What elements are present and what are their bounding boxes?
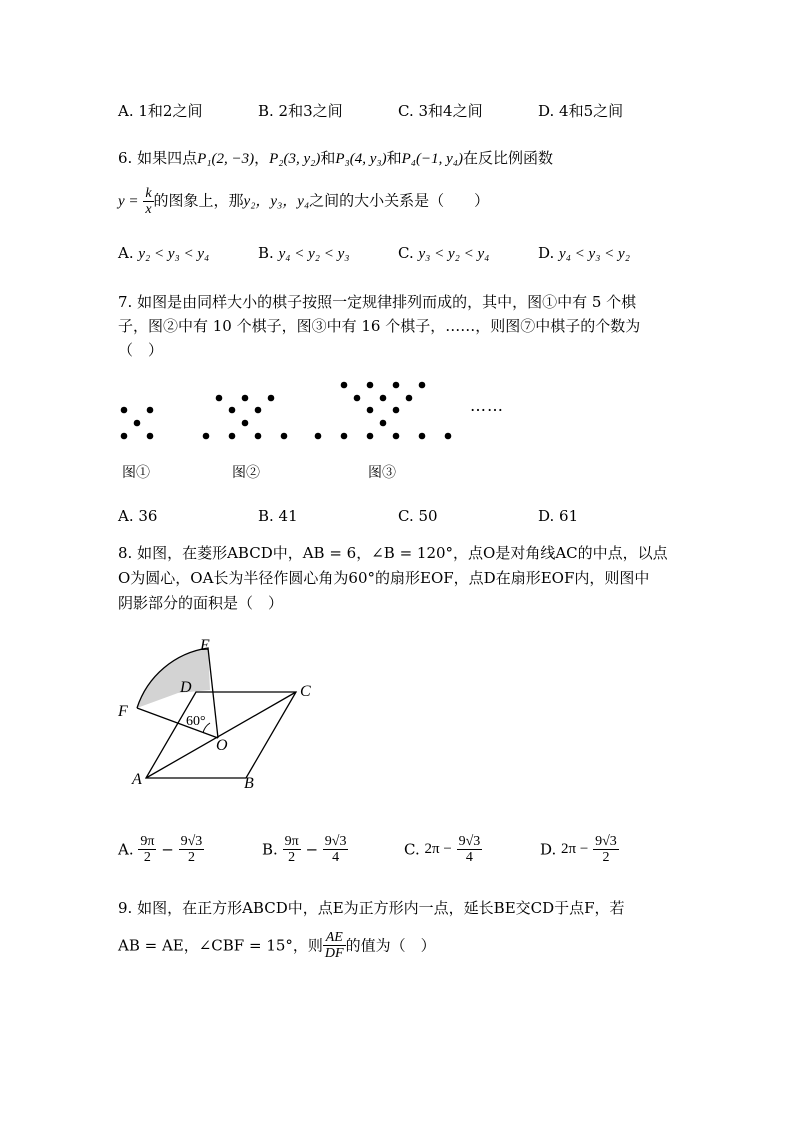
q6-number: 6. 如果四点 bbox=[118, 149, 198, 167]
q6-p2: P₂(3, y₂) bbox=[269, 151, 321, 167]
q8-figure bbox=[110, 630, 330, 800]
q5-option-b: B. 2和3之间 bbox=[258, 102, 343, 120]
q6-vars: y₂，y₃，y₄ bbox=[243, 193, 310, 210]
q8-label-e: E bbox=[200, 637, 210, 654]
q6-p4: P₄(−1, y₄) bbox=[401, 151, 464, 167]
q6-option-c-label: C. bbox=[398, 244, 414, 262]
q7-option-d: D. 61 bbox=[538, 507, 579, 525]
q6-line2 bbox=[118, 186, 489, 217]
q8-b-minus: − bbox=[305, 840, 319, 859]
q8-c-den: 4 bbox=[465, 850, 473, 865]
q8-option-c-label: C. bbox=[404, 840, 420, 859]
q8-diagonal-ac bbox=[146, 692, 296, 778]
q6-p1: P₁(2, −3) bbox=[197, 151, 255, 167]
q8-d-num: 9√3 bbox=[595, 834, 617, 849]
q7-fig2-dots bbox=[203, 395, 288, 440]
q8-radius-oe bbox=[208, 648, 218, 738]
q7-figure bbox=[0, 370, 794, 490]
q8-option-b-frac1 bbox=[283, 834, 301, 865]
q6-option-b-value: y₄ < y₂ < y₃ bbox=[278, 246, 350, 262]
q9-frac-den: DF bbox=[324, 946, 344, 961]
q8-option-b-label: B. bbox=[262, 840, 278, 859]
q7-fig1-dots bbox=[121, 407, 154, 440]
q7-fig3-dots bbox=[315, 382, 452, 440]
q6-and-2: 和 bbox=[386, 149, 402, 167]
q9-frac-num: AE bbox=[323, 930, 346, 946]
q8-b-den1: 2 bbox=[288, 850, 296, 865]
q8-option-a bbox=[118, 834, 204, 865]
q9-fraction bbox=[323, 930, 346, 961]
q6-func-k: k bbox=[145, 186, 152, 201]
q8-label-d: D bbox=[180, 679, 192, 696]
q6-option-a-label: A. bbox=[118, 244, 134, 262]
q6-option-b-label: B. bbox=[258, 244, 274, 262]
q8-option-c-frac bbox=[457, 834, 483, 865]
q8-a-den1: 2 bbox=[143, 850, 151, 865]
q6-sep: ， bbox=[254, 149, 270, 167]
q8-a-den2: 2 bbox=[187, 850, 195, 865]
q8-c-num: 9√3 bbox=[458, 834, 481, 849]
q9-line1: 9. 如图，在正方形ABCD中，点E为正方形内一点，延长BE交CD于点F，若 bbox=[118, 899, 625, 917]
q7-option-c: C. 50 bbox=[398, 507, 438, 525]
q7-option-b: B. 41 bbox=[258, 507, 298, 525]
q8-a-num2: 9√3 bbox=[180, 834, 203, 849]
q8-label-b: B bbox=[244, 775, 254, 792]
q7-fig1-caption: 图① bbox=[122, 465, 150, 481]
q8-label-c: C bbox=[300, 683, 311, 700]
q5-option-c: C. 3和4之间 bbox=[398, 102, 483, 120]
q5-option-d: D. 4和5之间 bbox=[538, 102, 624, 120]
q9-line2-a: AB = AE，∠CBF = 15°，则 bbox=[118, 936, 323, 955]
q8-option-d-label: D. bbox=[540, 840, 557, 859]
q6-p3: P₃(4, y₃) bbox=[335, 151, 387, 167]
q8-option-b-frac2 bbox=[323, 834, 349, 865]
q6-func-fraction bbox=[143, 186, 153, 217]
q7-line1: 7. 如图是由同样大小的棋子按照一定规律排列而成的，其中，图①中有 5 个棋 bbox=[118, 293, 637, 311]
q8-label-o: O bbox=[216, 737, 228, 754]
q6-line2-text: 的图象上，那 bbox=[153, 191, 244, 210]
q6-func-x: x bbox=[145, 202, 152, 217]
q8-label-a: A bbox=[132, 771, 142, 788]
q8-d-den: 2 bbox=[602, 850, 610, 865]
q8-label-f: F bbox=[118, 703, 128, 720]
q8-option-b bbox=[262, 834, 348, 865]
q6-option-a bbox=[118, 244, 209, 263]
q6-option-a-value: y₂ < y₃ < y₄ bbox=[138, 246, 210, 262]
q8-shaded-region bbox=[137, 648, 210, 708]
q8-line3: 阴影部分的面积是（ ） bbox=[118, 594, 284, 612]
q6-option-d-value: y₄ < y₃ < y₂ bbox=[559, 246, 630, 262]
q8-c-pre: 2π − bbox=[424, 841, 452, 857]
q9-line2 bbox=[118, 930, 436, 961]
q6-tail: 在反比例函数 bbox=[463, 149, 554, 167]
q8-line1: 8. 如图，在菱形ABCD中，AB = 6，∠B = 120°，点O是对角线AC的中点，以点 bbox=[118, 544, 668, 562]
q8-a-minus: − bbox=[161, 840, 174, 859]
q6-line1 bbox=[118, 146, 553, 171]
q7-line2: 子，图②中有 10 个棋子，图③中有 16 个棋子，……，则图⑦中棋子的个数为 bbox=[118, 317, 641, 335]
q8-line2: O为圆心，OA长为半径作圆心角为60°的扇形EOF，点D在扇形EOF内，则图中 bbox=[118, 569, 650, 587]
q8-option-d bbox=[540, 834, 619, 865]
q8-b-num1: 9π bbox=[284, 834, 299, 849]
q5-option-a: A. 1和2之间 bbox=[118, 102, 203, 120]
q7-option-a: A. 36 bbox=[118, 507, 158, 525]
q6-option-b bbox=[258, 244, 349, 263]
q8-option-d-frac bbox=[593, 834, 619, 865]
q8-a-num1: 9π bbox=[140, 834, 155, 849]
q7-fig3-caption: 图③ bbox=[368, 465, 396, 481]
q6-line2-tail: 之间的大小关系是（ ） bbox=[309, 191, 490, 210]
q8-label-angle: 60° bbox=[186, 714, 206, 729]
q8-b-den2: 4 bbox=[332, 850, 340, 865]
q6-option-c-value: y₃ < y₂ < y₄ bbox=[418, 246, 490, 262]
q7-line3: （ ） bbox=[118, 341, 164, 359]
q6-func-y: y = bbox=[118, 193, 139, 210]
q9-line2-b: 的值为（ ） bbox=[345, 936, 436, 955]
q8-option-a-label: A. bbox=[118, 840, 134, 859]
q8-option-c bbox=[404, 834, 482, 865]
q7-fig2-caption: 图② bbox=[232, 465, 260, 481]
q6-option-d-label: D. bbox=[538, 244, 555, 262]
q6-option-d bbox=[538, 244, 630, 263]
q7-ellipsis: …… bbox=[470, 396, 504, 415]
q8-option-a-frac1 bbox=[138, 834, 156, 865]
q8-d-pre: 2π − bbox=[561, 841, 589, 857]
q8-b-num2: 9√3 bbox=[324, 834, 347, 849]
q6-option-c bbox=[398, 244, 489, 263]
q8-option-a-frac2 bbox=[179, 834, 205, 865]
q6-and-1: 和 bbox=[320, 149, 336, 167]
